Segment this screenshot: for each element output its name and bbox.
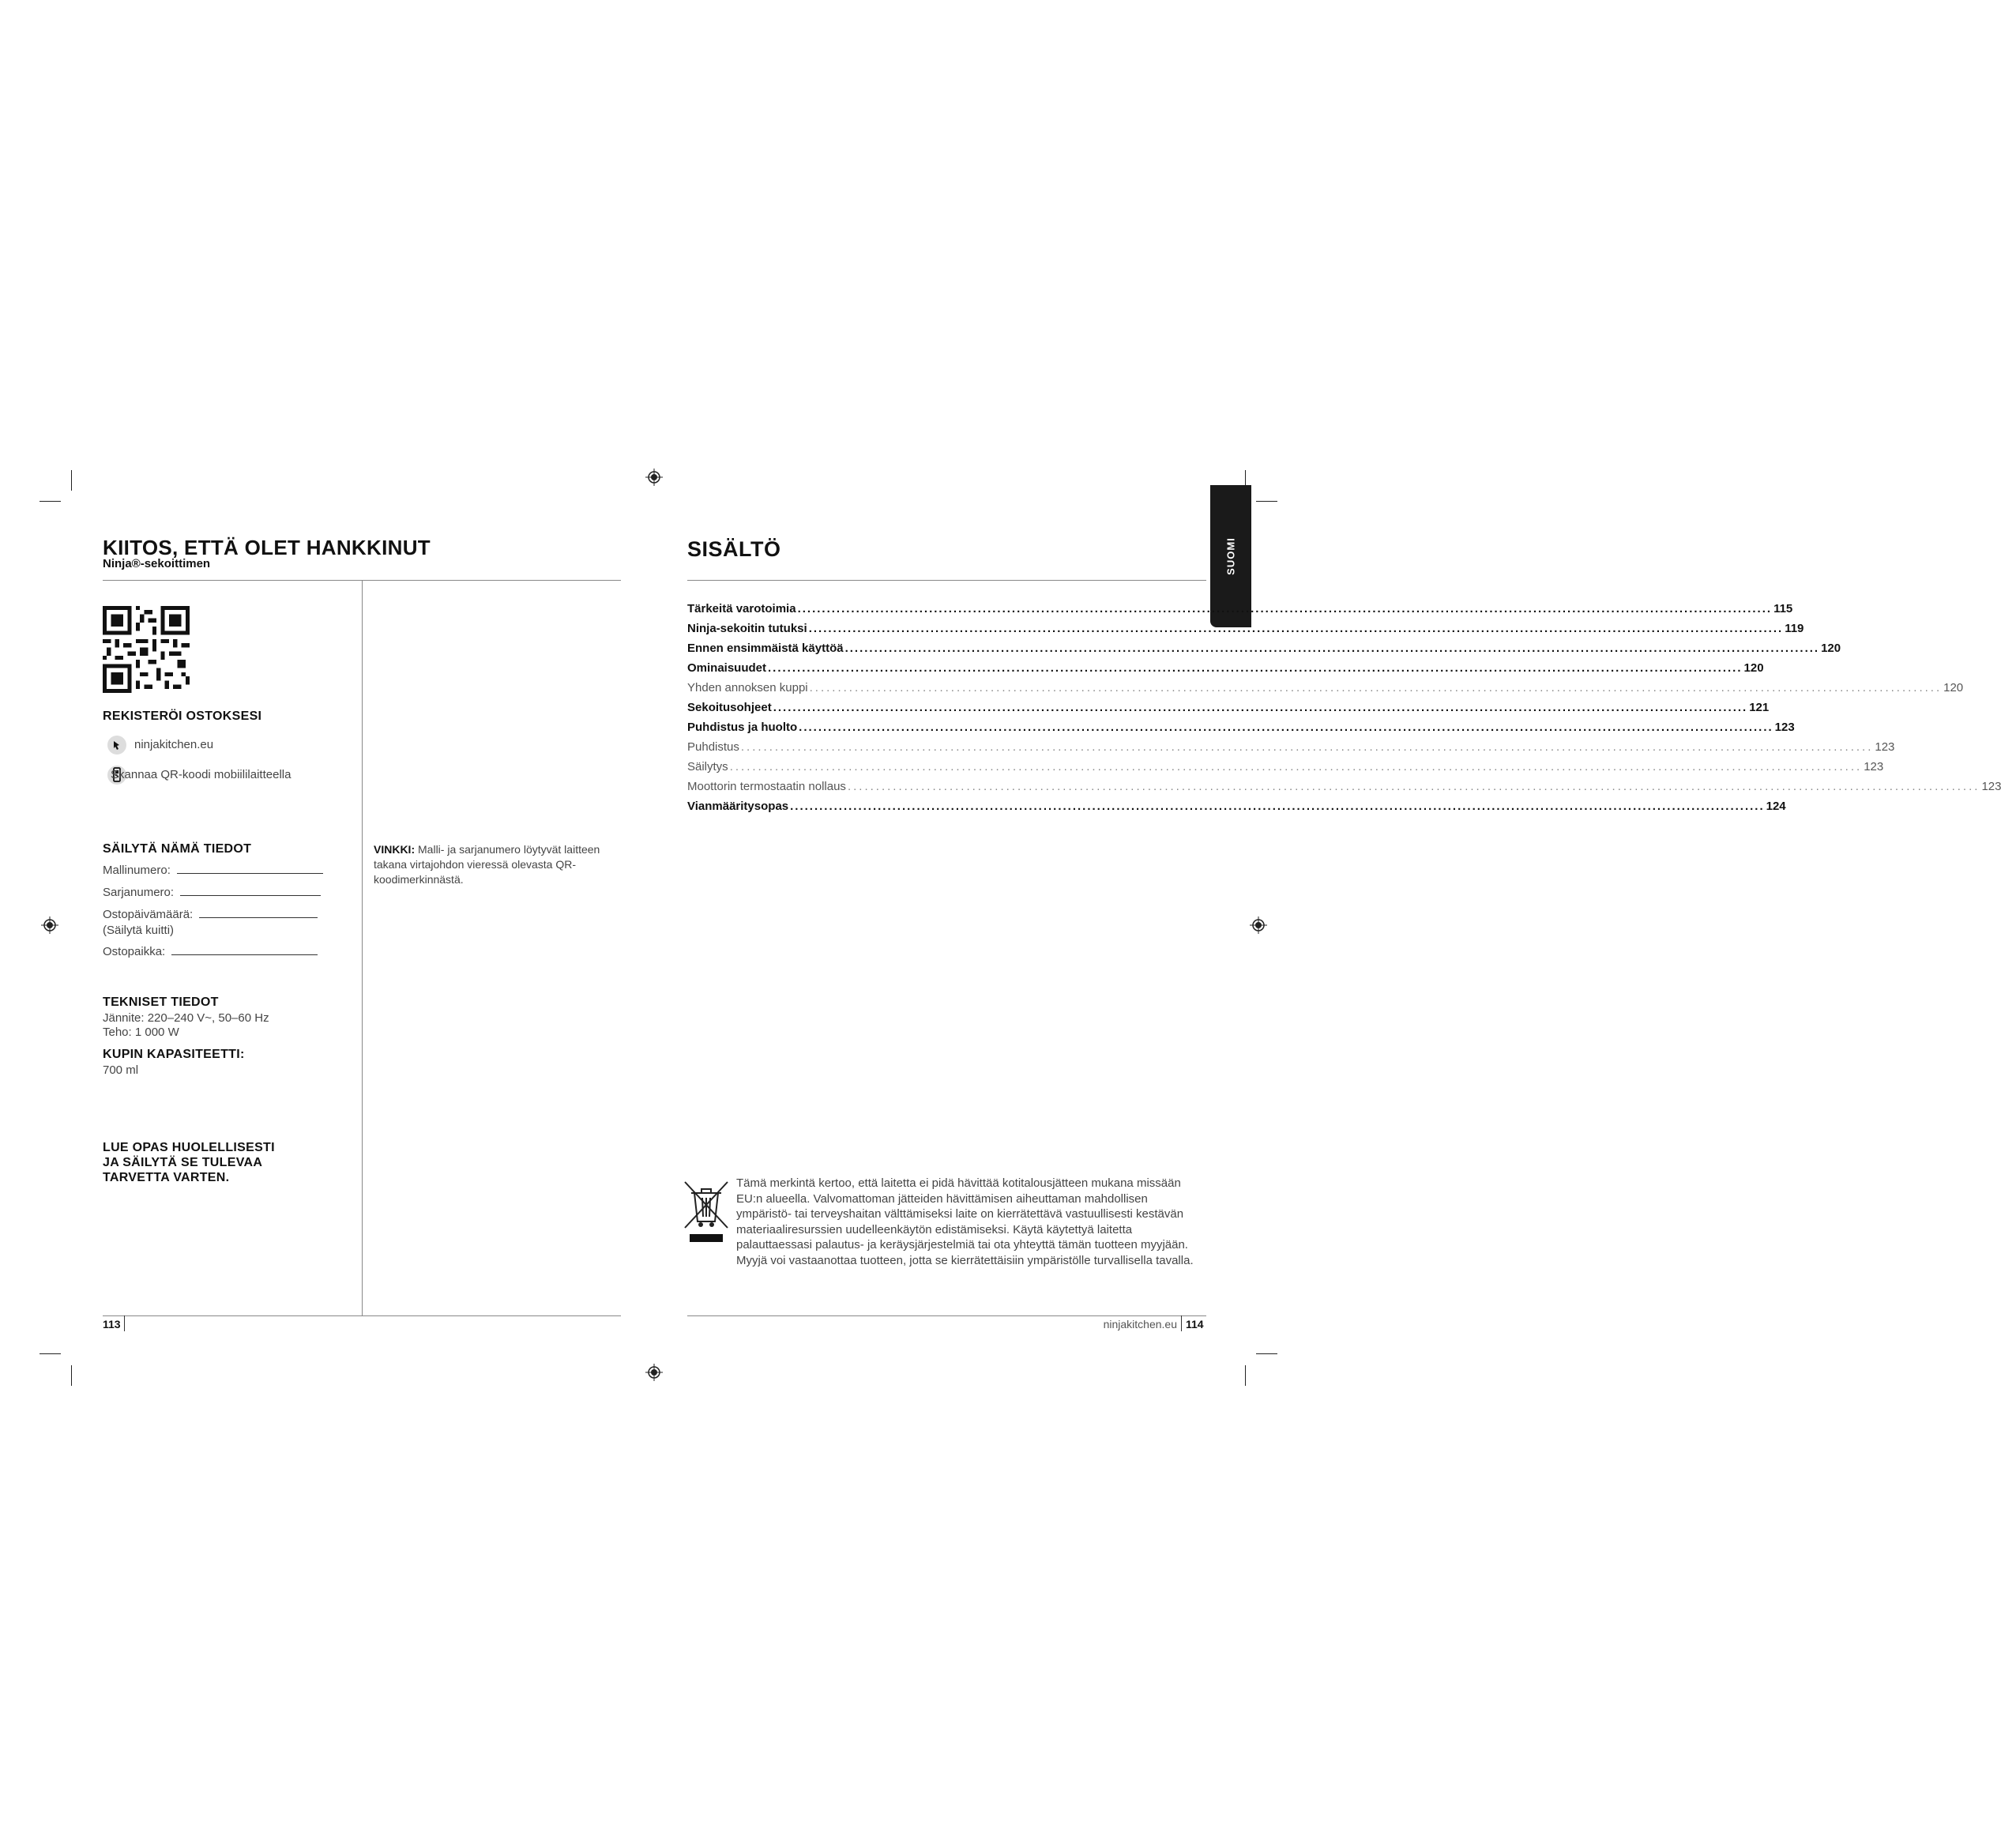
purchase-date-row xyxy=(103,908,318,921)
store-row xyxy=(103,945,318,958)
table-of-contents xyxy=(687,602,2001,819)
model-number-label: Mallinumero: xyxy=(103,864,171,877)
tech-heading: TEKNISET TIEDOT xyxy=(103,996,219,1009)
toc-entry[interactable] xyxy=(687,622,1804,642)
toc-leader-dots: ........................................................................................................................................................................................................ xyxy=(773,701,1748,714)
tip-label: VINKKI: xyxy=(374,843,416,856)
toc-entry[interactable] xyxy=(687,760,1884,780)
crop-mark xyxy=(39,1353,61,1354)
registration-mark-icon xyxy=(1250,916,1267,934)
keep-info-heading: SÄILYTÄ NÄMÄ TIEDOT xyxy=(103,842,252,856)
serial-number-row xyxy=(103,886,321,899)
crop-mark xyxy=(71,470,72,491)
toc-leader-dots: ........................................................................................................................................................................................................ xyxy=(847,780,1980,793)
tip-box xyxy=(374,842,611,887)
read-guide-line: TARVETTA VARTEN. xyxy=(103,1171,230,1184)
toc-entry-label: Yhden annoksen kuppi xyxy=(687,681,808,694)
toc-entry-label: Puhdistus ja huolto xyxy=(687,721,798,734)
toc-leader-dots: ........................................................................................................................................................................................................ xyxy=(797,602,1773,615)
store-label: Ostopaikka: xyxy=(103,945,166,958)
registration-mark-icon xyxy=(645,469,663,486)
qr-code-icon xyxy=(103,606,190,693)
language-tab-label: SUOMI xyxy=(1224,537,1237,575)
toc-entry-label: Puhdistus xyxy=(687,740,739,754)
cup-capacity-value: 700 ml xyxy=(103,1063,139,1077)
footer-tick xyxy=(1181,1315,1182,1331)
toc-leader-dots: ........................................................................................................................................................................................................ xyxy=(740,740,1874,754)
read-guide-line: JA SÄILYTÄ SE TULEVAA xyxy=(103,1156,263,1169)
toc-entry-page: 121 xyxy=(1749,701,1770,714)
toc-leader-dots: ........................................................................................................................................................................................................ xyxy=(844,642,1820,655)
toc-entry-page: 123 xyxy=(1774,721,1795,734)
cup-capacity-heading: KUPIN KAPASITEETTI: xyxy=(103,1048,245,1061)
divider xyxy=(687,580,1206,581)
toc-entry[interactable] xyxy=(687,642,1841,661)
crop-mark xyxy=(1256,1353,1277,1354)
toc-entry-label: Ennen ensimmäistä käyttöä xyxy=(687,642,844,655)
toc-leader-dots: ........................................................................................................................................................................................................ xyxy=(809,681,1943,694)
power-spec: Teho: 1 000 W xyxy=(103,1026,179,1039)
toc-entry[interactable] xyxy=(687,602,1793,622)
toc-entry[interactable] xyxy=(687,681,1964,701)
crop-mark xyxy=(71,1365,72,1386)
toc-entry-page: 123 xyxy=(1864,760,1884,773)
toc-entry-label: Moottorin termostaatin nollaus xyxy=(687,780,846,793)
receipt-note: (Säilytä kuitti) xyxy=(103,924,175,937)
toc-entry[interactable] xyxy=(687,780,2001,800)
footer-website[interactable]: ninjakitchen.eu xyxy=(1103,1318,1177,1330)
model-number-field[interactable] xyxy=(177,873,323,874)
toc-entry-page: 123 xyxy=(1981,780,2001,793)
footer-divider xyxy=(687,1315,1206,1316)
toc-entry-label: Tärkeitä varotoimia xyxy=(687,602,796,615)
read-guide-notice xyxy=(103,1140,275,1185)
model-number-row xyxy=(103,864,323,877)
crop-mark xyxy=(1245,1365,1246,1386)
purchase-date-label: Ostopäivämäärä: xyxy=(103,908,194,921)
toc-entry-label: Ninja-sekoitin tutuksi xyxy=(687,622,807,635)
toc-entry[interactable] xyxy=(687,721,1795,740)
crop-mark xyxy=(1256,501,1277,502)
page-title: KIITOS, ETTÄ OLET HANKKINUT xyxy=(103,536,431,559)
page-subtitle: Ninja®-sekoittimen xyxy=(103,557,211,570)
toc-entry-label: Ominaisuudet xyxy=(687,661,767,675)
contents-title: SISÄLTÖ xyxy=(687,537,781,561)
toc-entry-page: 120 xyxy=(1821,642,1841,655)
toc-leader-dots: ........................................................................................................................................................................................................ xyxy=(729,760,1863,773)
serial-number-label: Sarjanumero: xyxy=(103,886,175,899)
toc-entry-page: 120 xyxy=(1743,661,1764,675)
toc-leader-dots: ........................................................................................................................................................................................................ xyxy=(768,661,1743,675)
toc-entry[interactable] xyxy=(687,800,1786,819)
footer-divider xyxy=(103,1315,621,1316)
voltage-spec: Jännite: 220–240 V~, 50–60 Hz xyxy=(103,1011,269,1025)
weee-bin-icon xyxy=(682,1179,731,1244)
toc-leader-dots: ........................................................................................................................................................................................................ xyxy=(808,622,1784,635)
store-field[interactable] xyxy=(171,954,318,955)
footer-tick xyxy=(124,1315,125,1331)
serial-number-field[interactable] xyxy=(180,895,321,896)
toc-entry[interactable] xyxy=(687,701,1770,721)
toc-leader-dots: ........................................................................................................................................................................................................ xyxy=(790,800,1765,813)
register-heading: REKISTERÖI OSTOKSESI xyxy=(103,709,262,723)
crop-mark xyxy=(39,501,61,502)
column-divider xyxy=(362,581,363,1315)
weee-disposal-notice: Tämä merkintä kertoo, että laitetta ei pidä hävittää kotitalousjätteen mukana missään EU:n alueella. Valvomattoman jätteiden hävittämisen aiheuttaman mahdollisen ympäristö- tai terveyshaitan välttämiseksi laite on kierrätettävä vastuullisesti kestävän materiaaliresurssien uudelleenkäytön edistämiseksi. Käytä käytettyä laitetta palauttaessasi palautus- ja keräysjärjestelmiä tai ota yhteyttä tämän tuotteen myyjään. Myyjä voi vastaanottaa tuotteen, jotta se kierrätettäisiin ympäristölle turvallisella tavalla. xyxy=(736,1176,1194,1267)
website-link[interactable]: ninjakitchen.eu xyxy=(134,738,214,751)
toc-entry-page: 120 xyxy=(1943,681,1964,694)
toc-entry-label: Sekoitusohjeet xyxy=(687,701,772,714)
page-number: 114 xyxy=(1186,1318,1204,1330)
toc-entry-page: 119 xyxy=(1785,622,1804,635)
toc-entry[interactable] xyxy=(687,740,1895,760)
toc-entry[interactable] xyxy=(687,661,1764,681)
purchase-date-field[interactable] xyxy=(199,917,318,918)
toc-entry-page: 123 xyxy=(1875,740,1895,754)
tip-text: Malli- ja sarjanumero löytyvät laitteen takana virtajohdon vieressä olevasta QR-koodimerkinnästä. xyxy=(374,843,600,886)
toc-entry-page: 124 xyxy=(1766,800,1786,813)
scan-instruction: Skannaa QR-koodi mobiililaitteella xyxy=(111,768,291,781)
mouse-icon xyxy=(107,735,127,755)
toc-entry-label: Säilytys xyxy=(687,760,728,773)
toc-leader-dots: ........................................................................................................................................................................................................ xyxy=(799,721,1773,734)
read-guide-line: LUE OPAS HUOLELLISESTI xyxy=(103,1141,275,1154)
toc-entry-label: Vianmääritysopas xyxy=(687,800,789,813)
page-number: 113 xyxy=(103,1318,121,1330)
registration-mark-icon xyxy=(645,1364,663,1381)
toc-entry-page: 115 xyxy=(1773,602,1793,615)
registration-mark-icon xyxy=(41,916,58,934)
